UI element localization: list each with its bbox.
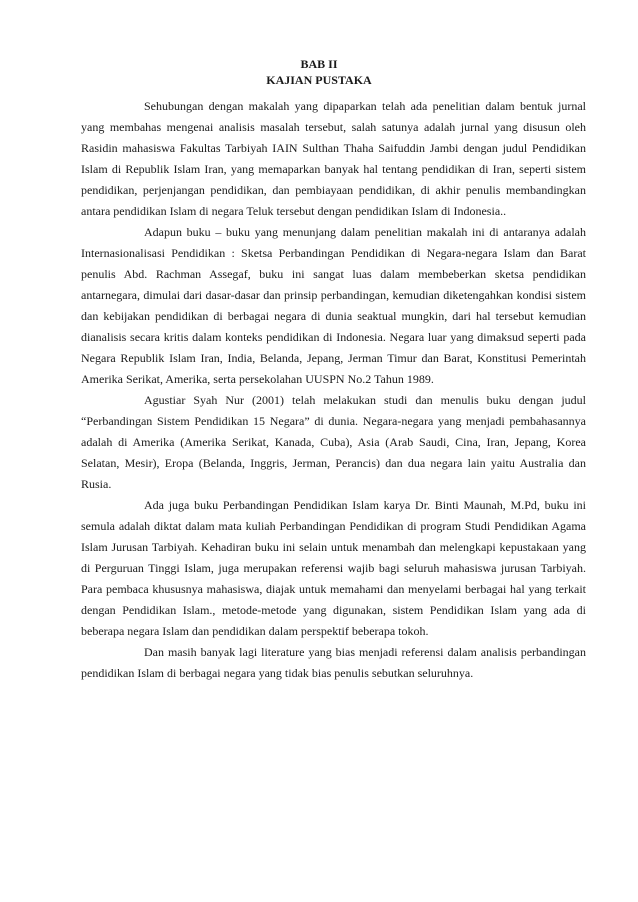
chapter-heading: BAB II: [300, 57, 338, 71]
body-text: [81, 96, 586, 684]
paragraph-5: Dan masih banyak lagi literature yang bias menjadi referensi dalam analisis perbandingan pendidikan Islam di berbagai negara yang tidak bias penulis sebutkan seluruhnya.: [81, 645, 586, 680]
paragraph-2: Adapun buku – buku yang menunjang dalam penelitian makalah ini di antaranya adalah Internasionalisasi Pendidikan : Sketsa Perbandingan Pendidikan di Negara-negara Islam dan Barat penulis Abd. Rachman Assegaf, buku ini sangat luas dalam membeberkan sketsa pendidikan antarnegara, dimulai dari dasar-dasar dan prinsip perbandingan, kemudian diketengahkan kondisi sistem dan kebijakan pendidikan di berbagai negara di dunia seaktual mungkin, dari hal tersebut kemudian dianalisis secara kritis dalam konteks pendidikan di Indonesia. Negara luar yang dimaksud seperti pada Negara Republik Islam Iran, India, Belanda, Jepang, Jerman Timur dan Barat, Konstitusi Pemerintah Amerika Serikat, Amerika, serta persekolahan UUSPN No.2 Tahun 1989.: [81, 225, 586, 386]
paragraph-1: Sehubungan dengan makalah yang dipaparkan telah ada penelitian dalam bentuk jurnal yang membahas mengenai analisis masalah tersebut, salah satunya adalah jurnal yang disusun oleh Rasidin mahasiswa Fakultas Tarbiyah IAIN Sulthan Thaha Saifuddin Jambi dengan judul Pendidikan Islam di Republik Islam Iran, yang memaparkan banyak hal tentang pendidikan di Iran, seperti sistem pendidikan, perjenjangan pendidikan, dan pembiayaan pendidikan, di akhir penulis membandingkan antara pendidikan Islam di negara Teluk tersebut dengan pendidikan Islam di Indonesia..: [81, 99, 586, 218]
section-title: KAJIAN PUSTAKA: [266, 73, 372, 87]
paragraph-4: Ada juga buku Perbandingan Pendidikan Islam karya Dr. Binti Maunah, M.Pd, buku ini semula adalah diktat dalam mata kuliah Perbandingan Pendidikan di program Studi Pendidikan Agama Islam Jurusan Tarbiyah. Kehadiran buku ini selain untuk menambah dan melengkapi kepustakaan yang di Perguruan Tinggi Islam, juga merupakan referensi wajib bagi seluruh mahasiswa jurusan Tarbiyah. Para pembaca khususnya mahasiswa, diajak untuk memahami dan menyelami berbagai hal yang terkait dengan Pendidikan Islam., metode-metode yang digunakan, sistem Pendidikan Islam yang ada di beberapa negara Islam dan pendidikan dalam perspektif beberapa tokoh.: [81, 498, 586, 638]
paragraph-3: Agustiar Syah Nur (2001) telah melakukan studi dan menulis buku dengan judul “Perbandingan Sistem Pendidikan 15 Negara” di dunia. Negara-negara yang menjadi pembahasannya adalah di Amerika (Amerika Serikat, Kanada, Cuba), Asia (Arab Saudi, Cina, Iran, Jepang, Korea Selatan, Mesir), Eropa (Belanda, Inggris, Jerman, Perancis) dan dua negara lain yaitu Australia dan Rusia.: [81, 393, 586, 491]
